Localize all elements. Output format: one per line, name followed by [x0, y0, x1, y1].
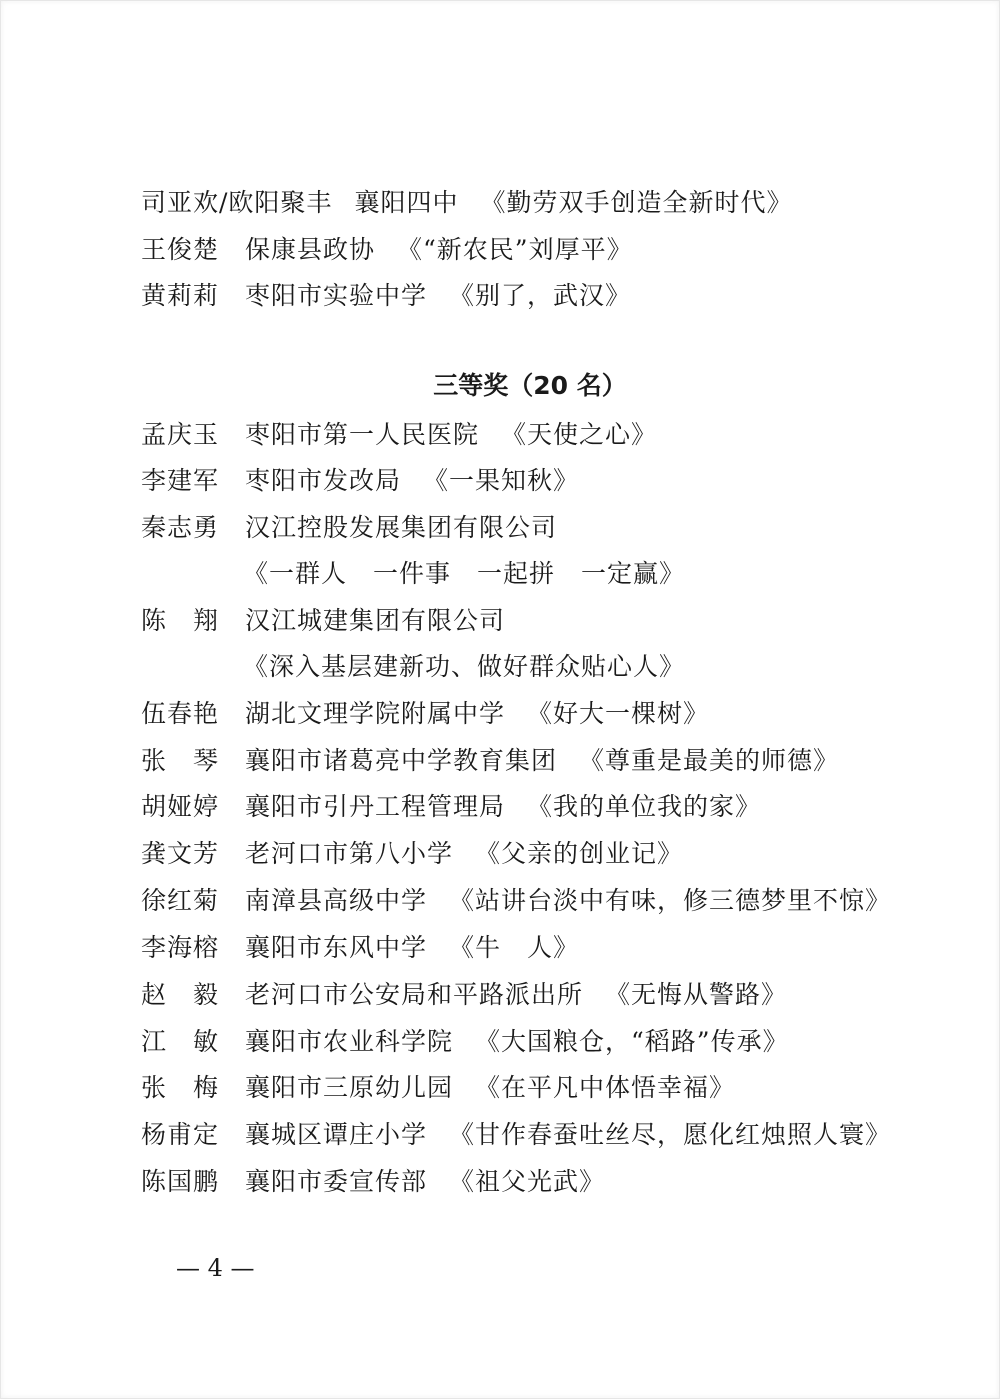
entry-title: 《“新农民”刘厚平》	[397, 235, 633, 264]
entry-name: 龚文芳	[141, 839, 220, 868]
entry-org: 襄阳市农业科学院	[245, 1027, 454, 1056]
entry-title: 《尊重是最美的师德》	[579, 746, 840, 775]
entry-title: 《天使之心》	[501, 420, 658, 449]
entry-org: 老河口市公安局和平路派出所	[245, 980, 584, 1009]
entry-title: 《祖父光武》	[449, 1167, 606, 1196]
entry-name: 江 敏	[141, 1027, 220, 1056]
entry-title: 《我的单位我的家》	[527, 792, 762, 821]
entry-row	[141, 746, 839, 776]
entry-row	[141, 699, 709, 729]
prev-entry-row	[141, 281, 631, 311]
entry-row	[141, 1167, 605, 1197]
entry-name: 陈国鹏	[141, 1167, 220, 1196]
entry-org: 襄阳市诸葛亮中学教育集团	[245, 746, 558, 775]
entry-title: 《一果知秋》	[423, 466, 580, 495]
entry-org: 枣阳市实验中学	[245, 281, 428, 310]
entry-title: 《无悔从警路》	[605, 980, 788, 1009]
entry-row	[141, 933, 579, 963]
entry-org: 保康县政协	[245, 235, 376, 264]
entry-title: 《别了，武汉》	[449, 281, 632, 310]
entry-row	[141, 606, 505, 636]
entry-title: 《牛 人》	[449, 933, 580, 962]
entry-title: 《勤劳双手创造全新时代》	[480, 188, 793, 217]
entry-row	[141, 1120, 891, 1150]
entry-name: 孟庆玉	[141, 420, 220, 449]
entry-name: 秦志勇	[141, 513, 220, 542]
entry-name: 李海榕	[141, 933, 220, 962]
entry-name: 黄莉莉	[141, 281, 220, 310]
entry-row	[141, 980, 787, 1010]
entry-org: 襄阳市东风中学	[245, 933, 428, 962]
entry-name: 张 琴	[141, 746, 220, 775]
entry-org: 枣阳市第一人民医院	[245, 420, 480, 449]
entry-org: 汉江控股发展集团有限公司	[245, 513, 558, 542]
entry-org: 枣阳市发改局	[245, 466, 402, 495]
entry-row	[141, 839, 683, 869]
entry-row	[141, 420, 657, 450]
entry-title: 《站讲台淡中有味，修三德梦里不惊》	[449, 886, 892, 915]
entry-name: 陈 翔	[141, 606, 220, 635]
entry-title: 《父亲的创业记》	[475, 839, 684, 868]
entry-org: 襄阳四中	[354, 188, 459, 217]
entry-title: 《大国粮仓，“稻路”传承》	[475, 1027, 789, 1056]
entry-row	[141, 466, 579, 496]
entry-name: 杨甫定	[141, 1120, 220, 1149]
entry-row	[141, 1073, 735, 1103]
entry-org: 襄阳市委宣传部	[245, 1167, 428, 1196]
entry-title: 《甘作春蚕吐丝尽，愿化红烛照人寰》	[449, 1120, 892, 1149]
entry-name: 徐红菊	[141, 886, 220, 915]
prev-entry-row	[141, 235, 633, 265]
entry-org: 湖北文理学院附属中学	[245, 699, 506, 728]
entry-name: 胡娅婷	[141, 792, 220, 821]
entry-org: 襄阳市引丹工程管理局	[245, 792, 506, 821]
section-title: 三等奖（20 名）	[433, 371, 627, 400]
entry-org: 老河口市第八小学	[245, 839, 454, 868]
prev-entry-row	[141, 188, 792, 218]
entry-row	[141, 792, 761, 822]
entry-name: 司亚欢/欧阳聚丰	[141, 188, 333, 217]
entry-title: 《在平凡中体悟幸福》	[475, 1073, 736, 1102]
entry-name: 李建军	[141, 466, 220, 495]
entry-org: 襄城区谭庄小学	[245, 1120, 428, 1149]
entry-title: 《深入基层建新功、做好群众贴心人》	[243, 652, 686, 681]
entry-title: 《好大一棵树》	[527, 699, 710, 728]
entry-name: 赵 毅	[141, 980, 220, 1009]
entry-row	[141, 1027, 789, 1057]
entry-name: 王俊楚	[141, 235, 220, 264]
entry-org: 襄阳市三原幼儿园	[245, 1073, 454, 1102]
entry-name: 张 梅	[141, 1073, 220, 1102]
page-number: — 4 —	[176, 1254, 255, 1282]
entry-org: 南漳县高级中学	[245, 886, 428, 915]
entry-title: 《一群人 一件事 一起拼 一定赢》	[243, 559, 686, 588]
entry-row	[141, 513, 557, 543]
entry-org: 汉江城建集团有限公司	[245, 606, 506, 635]
entry-name: 伍春艳	[141, 699, 220, 728]
entry-row	[141, 886, 891, 916]
